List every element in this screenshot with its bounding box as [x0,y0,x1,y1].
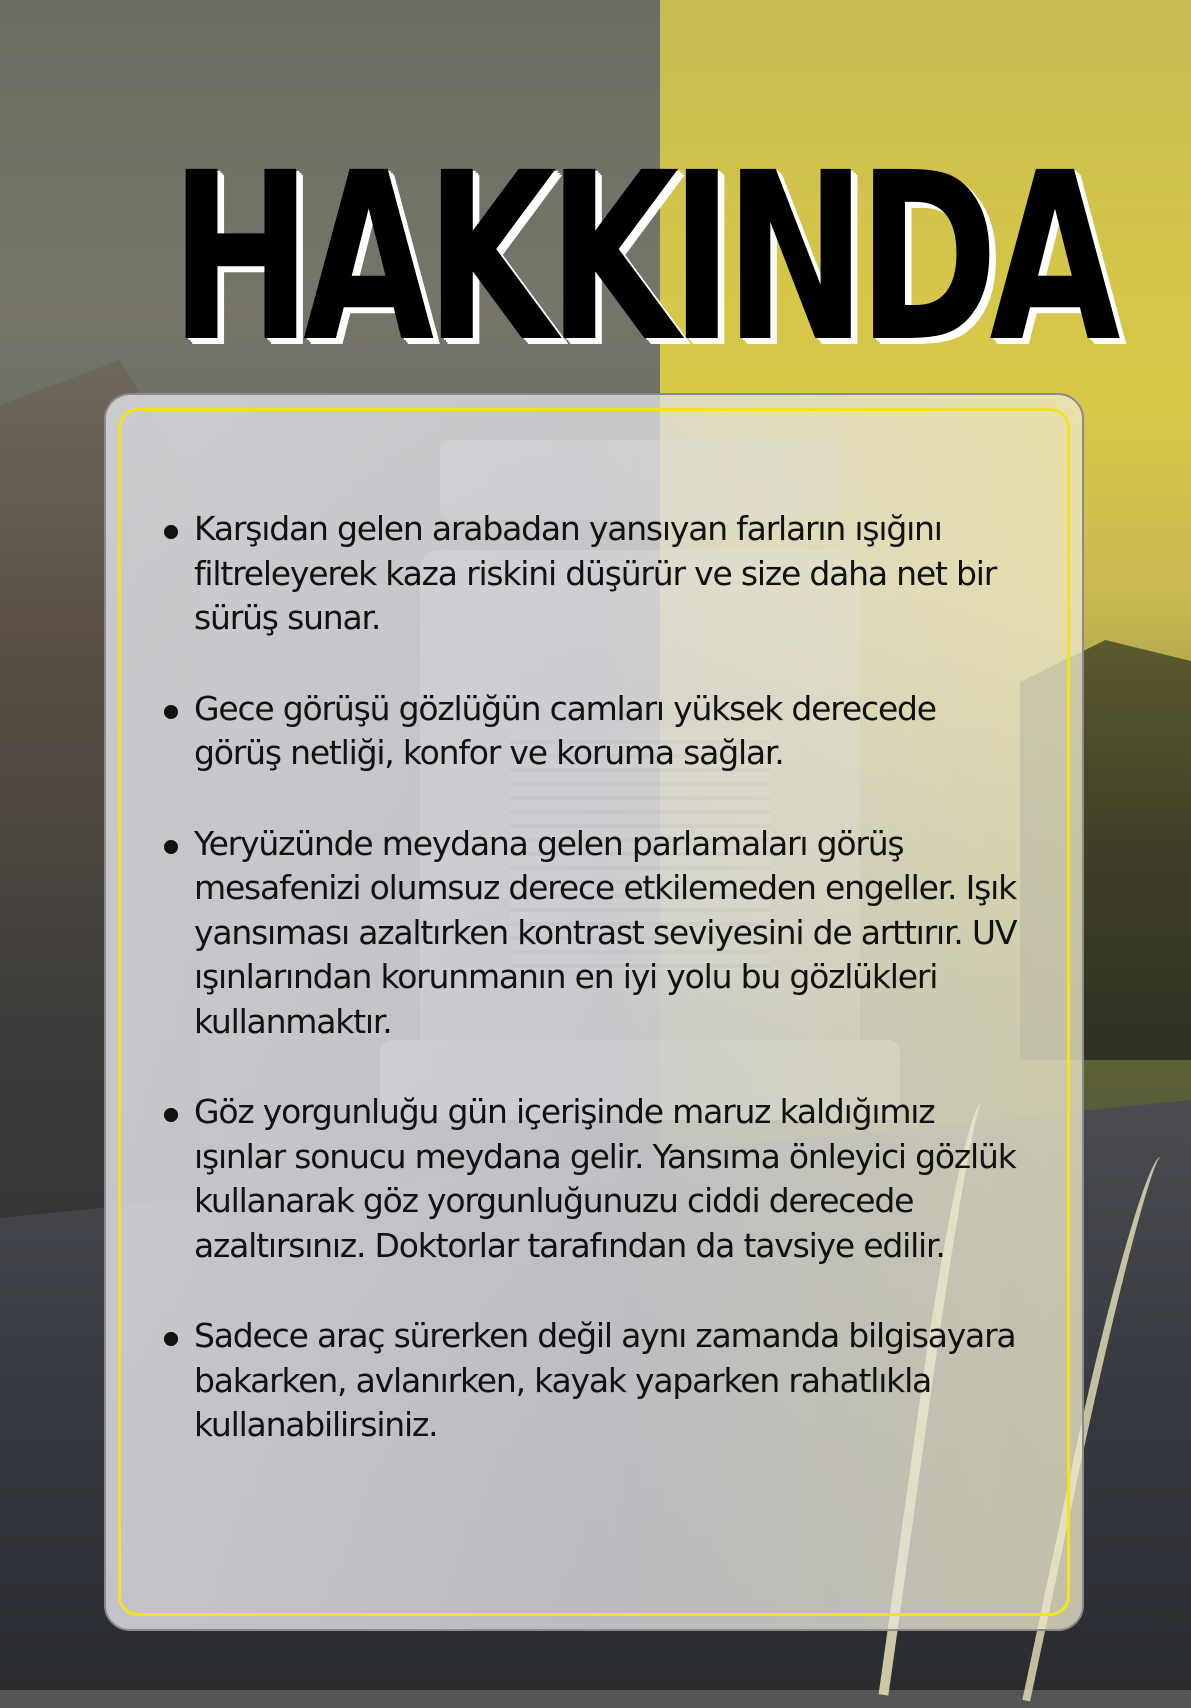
list-item-text: Sadece araç sürerken değil aynı zamanda bilgisayara bakarken, avlanırken, kayak yaparken rahatlıkla kullanabilirsiniz. [194,1316,1016,1444]
list-item [160,1314,1020,1448]
bullet-icon [164,705,178,719]
list-item [160,822,1020,1045]
list-item [160,507,1020,641]
feature-list [160,507,1020,1494]
bullet-icon [164,525,178,539]
list-item-text: Yeryüzünde meydana gelen parlamaları görüş mesafenizi olumsuz derece etkilemeden engeller. Işık yansıması azaltırken kontrast seviyesini de arttırır. UV ışınlarından korunmanın en iyi yolu bu gözlükleri kullanmaktır. [194,823,1017,1041]
list-item [160,687,1020,776]
bullet-icon [164,1108,178,1122]
page-title: HAKKINDA [170,123,1112,393]
bullet-icon [164,1332,178,1346]
list-item-text: Göz yorgunluğu gün içerişinde maruz kaldığımız ışınlar sonucu meydana gelir. Yansıma önleyici gözlük kullanarak göz yorgunluğunuzu ciddi derecede azaltırsınız. Doktorlar tarafından da tavsiye edilir. [194,1092,1016,1265]
list-item-text: Gece görüşü gözlüğün camları yüksek derecede görüş netliği, konfor ve koruma sağlar. [194,688,936,772]
list-item [160,1090,1020,1268]
bullet-icon [164,840,178,854]
list-item-text: Karşıdan gelen arabadan yansıyan farların ışığını filtreleyerek kaza riskini düşürür ve size daha net bir sürüş sunar. [194,509,997,637]
